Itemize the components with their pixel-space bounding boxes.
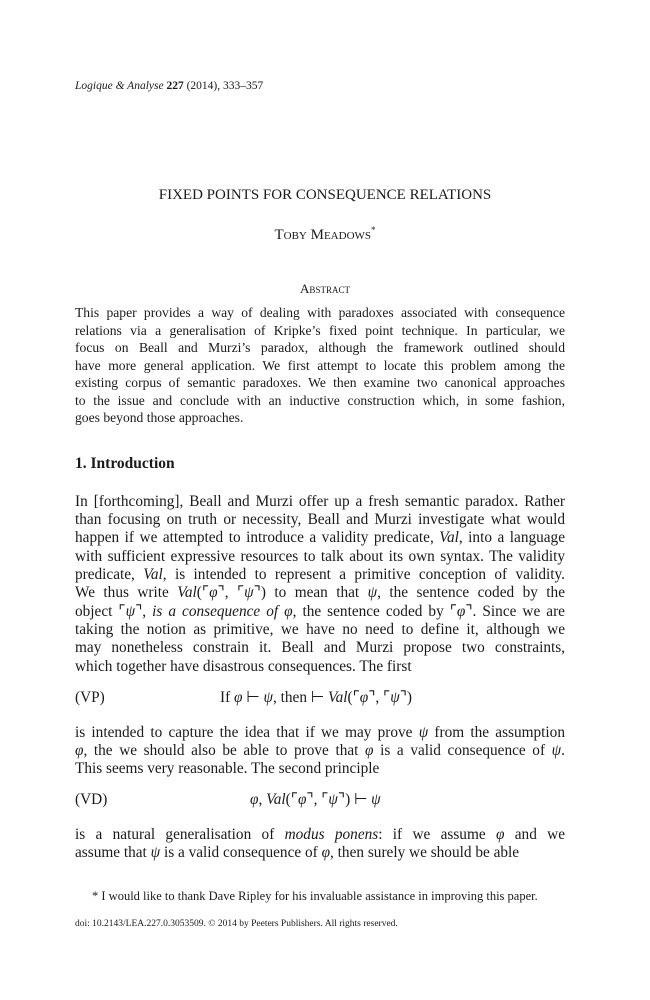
- text-run: ψ: [125, 603, 136, 620]
- text-line: [75, 529, 565, 547]
- text-run: have more general application. We first attempt to locate this problem among the: [75, 358, 565, 373]
- text-run: ψ: [551, 742, 562, 759]
- text-run: , the sentence coded by ⌜: [292, 603, 457, 620]
- text-run: object ⌜: [75, 603, 126, 620]
- text-line: [75, 304, 565, 321]
- text-run: ψ: [418, 724, 429, 741]
- text-run: (⌜: [347, 689, 360, 706]
- footnote: * I would like to thank Dave Ripley for his invaluable assistance in improving this paper.: [92, 889, 538, 903]
- text-run: modus ponens: [284, 826, 379, 843]
- text-run: φ: [250, 791, 259, 808]
- text-run: existing corpus of semantic paradoxes. We then examine two canonical approaches: [75, 375, 565, 390]
- text-line: [75, 339, 565, 356]
- text-run: φ: [456, 603, 466, 620]
- text-run: may nonetheless constrain it. Beall and Murzi propose two constraints,: [75, 639, 565, 656]
- text-run: φ: [284, 603, 293, 620]
- text-run: , is intended to represent a primitive conception of validity.: [162, 566, 565, 583]
- text-run: ⌝) ⊢: [337, 791, 372, 808]
- text-run: Val: [143, 566, 163, 583]
- text-run: ψ: [367, 584, 378, 601]
- equation-label-vp: (VP): [75, 689, 105, 706]
- text-run: , the sentence coded by the: [377, 584, 565, 601]
- text-line: [75, 584, 565, 602]
- paper-title: FIXED POINTS FOR CONSEQUENCE RELATIONS: [158, 187, 492, 203]
- text-run: taking the notion as primitive, we have no need to define it, although we: [75, 621, 565, 638]
- text-run: (⌜: [196, 584, 210, 601]
- text-run: Val: [177, 584, 197, 601]
- text-run: ⌝) to mean that: [253, 584, 368, 601]
- text-run: focus on Beall and Murzi’s paradox, although the framework outlined should: [75, 340, 565, 355]
- text-run: is intended to capture the idea that if we may prove: [75, 724, 419, 741]
- text-line: [75, 742, 565, 760]
- equation-vp: [220, 689, 412, 707]
- text-run: If: [220, 689, 235, 706]
- text-run: is a valid consequence of: [160, 844, 322, 861]
- text-line: [75, 409, 565, 426]
- text-line: [75, 844, 565, 862]
- text-run: is a consequence of: [152, 603, 279, 620]
- text-run: relations via a generalisation of Kripke’s fixed point technique. In particular, we: [75, 323, 565, 338]
- text-line: [75, 511, 565, 529]
- text-run: Val: [266, 791, 286, 808]
- text-run: ψ: [150, 844, 161, 861]
- text-run: ,: [258, 791, 267, 808]
- text-run: φ: [297, 791, 307, 808]
- text-run: with sufficient expressive resources to talk about its own syntax. The validity: [75, 548, 565, 565]
- text-run: ⌝, ⌜: [306, 791, 329, 808]
- text-run: ψ: [263, 689, 273, 706]
- text-run: (⌜: [285, 791, 298, 808]
- text-run: This paper provides a way of dealing with paradoxes associated with consequence: [75, 305, 565, 320]
- text-run: which together have disastrous consequences. The first: [75, 658, 412, 675]
- text-run: , then surely we should be able: [330, 844, 520, 861]
- text-run: ψ: [371, 791, 381, 808]
- text-run: φ: [75, 742, 84, 759]
- section-heading: 1. Introduction: [75, 455, 175, 472]
- text-line: [75, 603, 565, 621]
- text-run: is a valid consequence of: [373, 742, 552, 759]
- text-run: In [forthcoming], Beall and Murzi offer up a fresh semantic paradox. Rather: [75, 493, 565, 510]
- journal-volume: 227: [166, 80, 184, 92]
- text-line: [75, 374, 565, 391]
- text-run: φ: [359, 689, 369, 706]
- text-line: [75, 658, 565, 676]
- text-line: [75, 357, 565, 374]
- text-line: [75, 639, 565, 657]
- text-run: φ: [365, 742, 374, 759]
- text-run: ⌝, ⌜: [368, 689, 391, 706]
- text-run: ⌝,: [135, 603, 153, 620]
- text-run: from the assumption: [428, 724, 565, 741]
- abstract-heading: Abstract: [300, 281, 350, 296]
- text-line: [75, 760, 565, 778]
- text-run: ψ: [328, 791, 338, 808]
- text-run: φ: [495, 826, 505, 843]
- text-run: ψ: [390, 689, 400, 706]
- text-run: assume that: [75, 844, 151, 861]
- text-run: goes beyond those approaches.: [75, 410, 244, 425]
- text-run: φ: [209, 584, 218, 601]
- journal-year-pages: (2014), 333–357: [186, 80, 264, 92]
- running-header: [75, 80, 263, 92]
- journal-name: Logique & Analyse: [75, 80, 164, 92]
- text-line: [75, 548, 565, 566]
- text-run: to the issue and conclude with an inductive construction which, in some fashion,: [75, 393, 565, 408]
- text-run: We thus write: [75, 584, 178, 601]
- text-line: [75, 621, 565, 639]
- paper-author: [0, 225, 650, 244]
- text-run: is a natural generalisation of: [75, 826, 285, 843]
- author-name: Toby Meadows: [274, 227, 372, 243]
- text-run: predicate,: [75, 566, 144, 583]
- text-line: [75, 392, 565, 409]
- text-run: φ: [234, 689, 243, 706]
- text-line: [75, 322, 565, 339]
- text-run: This seems very reasonable. The second principle: [75, 760, 380, 777]
- text-run: ⊢: [242, 689, 264, 706]
- text-run: , into a language: [458, 529, 565, 546]
- text-run: ⌝, ⌜: [217, 584, 245, 601]
- text-run: , then ⊢: [272, 689, 328, 706]
- text-run: than focusing on truth or necessity, Beall and Murzi investigate what would: [75, 511, 565, 528]
- equation-vd: [250, 791, 381, 809]
- text-run: happen if we attempted to introduce a validity predicate,: [75, 529, 440, 546]
- text-run: ψ: [244, 584, 254, 601]
- text-line: [75, 724, 565, 742]
- doi-line: doi: 10.2143/LEA.227.0.3053509. © 2014 by Peeters Publishers. All rights reserved.: [75, 919, 398, 929]
- text-run: .: [561, 742, 565, 759]
- equation-label-vd: (VD): [75, 791, 108, 808]
- text-line: [75, 826, 565, 844]
- text-run: ⌝): [399, 689, 413, 706]
- text-line: [75, 493, 565, 511]
- author-footnote-mark: *: [371, 225, 376, 235]
- text-run: φ: [321, 844, 331, 861]
- text-run: Val: [327, 689, 348, 706]
- text-run: , the we should also be able to prove that: [83, 742, 366, 759]
- text-run: ⌝. Since we are: [465, 603, 565, 620]
- text-run: and we: [504, 826, 565, 843]
- text-run: : if we assume: [378, 826, 496, 843]
- text-run: Val: [439, 529, 459, 546]
- text-line: [75, 566, 565, 584]
